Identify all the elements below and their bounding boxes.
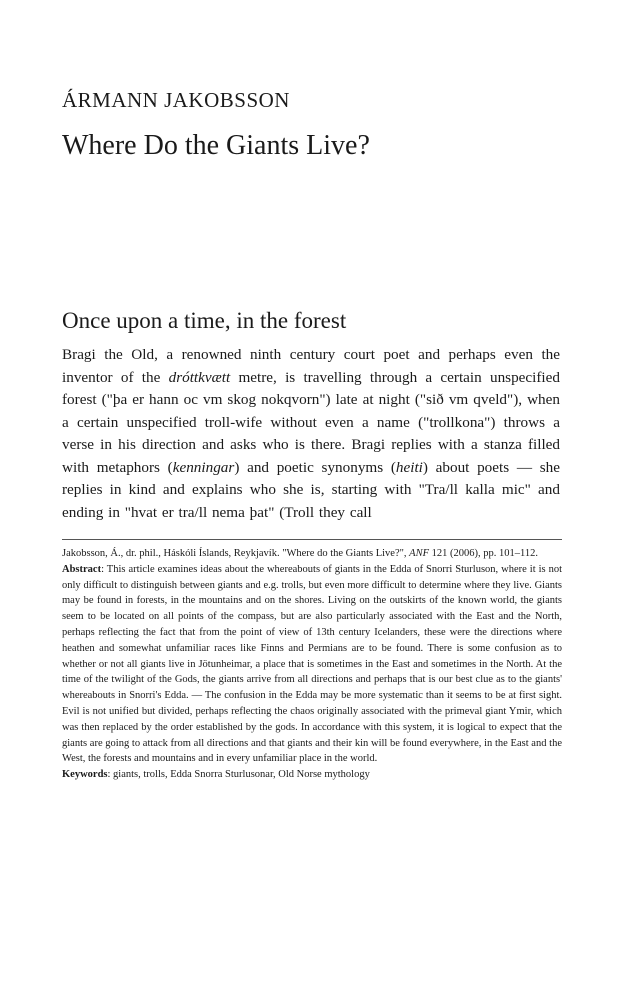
body-paragraph (62, 344, 560, 524)
keywords-text: : giants, trolls, Edda Snorra Sturlusonar, Old Norse mythology (107, 769, 370, 781)
body-text-part: ) about poets — she replies in kind and explains who she is, starting with "Tra/ll kalla mic" and ending in "hvat er tra/ll nema þat" (Troll they call (62, 458, 560, 521)
author-name: ÁRMANN JAKOBSSON (62, 88, 290, 112)
abstract-block (62, 546, 562, 783)
abstract-text: : This article examines ideas about the whereabouts of giants in the Edda of Snorri Sturluson, where it is not only difficult to distinguish between giants and e.g. trolls, but even more difficult to determine where they live. Giants may be found in forests, in the mountains and on the shores. Living on the outskirts of the known world, the giants seem to be located on all points of the compass, but are also particularly associated with the East and the North, perhaps reflecting the fact that from the point of view of 13th century Icelanders, these were the directions where heathen and somewhat unfamiliar races like Finns and Permians are to be found. There is some confusion as to whether or not all giants live in Jötunheimar, a place that is sometimes in the East and sometimes in the North. At the time of the twilight of the Gods, the giants arrive from all directions and perhaps that is our best clue as to the giants' whereabouts in Snorri's Edda. — The confusion in the Edda may be more systematic than it seems to be at first sight. Evil is not unified but divided, perhaps reflecting the chaos originally associated with the primeval giant Ymir, which was then replaced by the order established by the gods. In accordance with this system, it is logical to expect that the giants are going to attack from all directions and that giants and their kin will be found everywhere, in the East and the West, the forests and mountains and in every unfamiliar place in the world. (62, 563, 562, 765)
citation-pages: 121 (2006), pp. 101–112. (429, 548, 538, 559)
abstract-label: Abstract (62, 563, 102, 575)
citation-journal: ANF (409, 548, 429, 559)
term-kenningar: kenningar (172, 458, 235, 476)
term-drottkvaett: dróttkvætt (168, 368, 231, 386)
body-text-part: ) and poetic synonyms ( (234, 458, 396, 476)
body-text-part: metre, is travelling through a certain unspecified forest ("þa er hann oc vm skog nokqvorn") late at night ("sið vm qveld"), when a certain unspecified troll-wife without even a name ("trollkona") throws a verse in his direction and asks who is there. Bragi replies with a stanza filled with metaphors ( (62, 368, 560, 476)
keywords-label: Keywords (62, 769, 108, 781)
term-heiti: heiti (395, 458, 423, 476)
body-text-part: Bragi the Old, a renowned ninth century court poet and perhaps even the inventor of the (62, 346, 560, 386)
article-title: Where Do the Giants Live? (62, 130, 370, 161)
footnote-divider (62, 539, 562, 540)
citation (62, 546, 562, 562)
section-heading: Once upon a time, in the forest (62, 308, 347, 333)
citation-text: Jakobsson, Á., dr. phil., Háskóli Íslands, Reykjavík. "Where do the Giants Live?", (62, 548, 410, 559)
keywords (62, 767, 562, 783)
abstract (62, 562, 562, 767)
